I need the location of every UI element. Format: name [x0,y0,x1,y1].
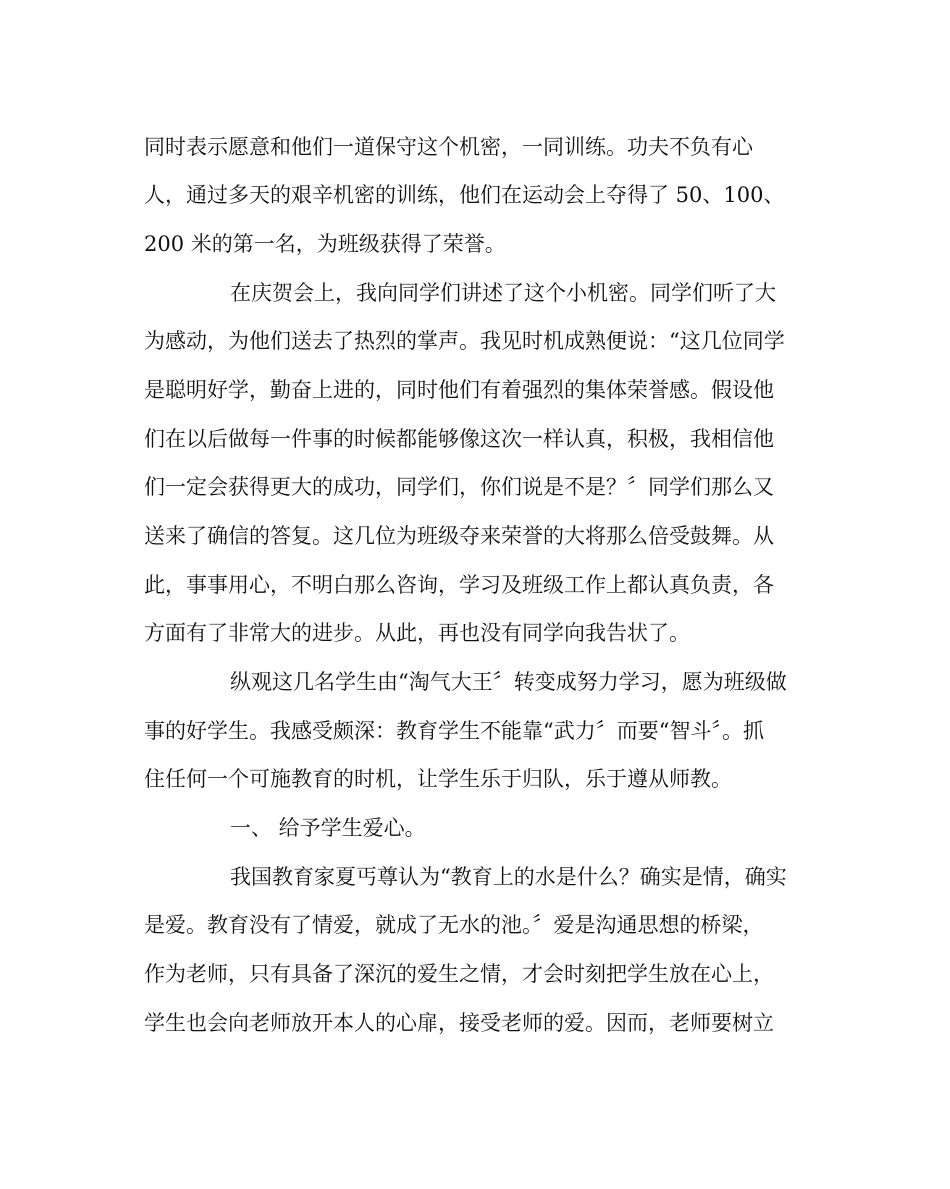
text-line: 为感动，为他们送去了热烈的掌声。我见时机成熟便说：“这几位同学 [144,329,785,353]
text-line: 200 米的第一名，为班级获得了荣誉。 [144,232,506,256]
text-line: 是聪明好学，勤奋上进的，同时他们有着强烈的集体荣誉感。假设他 [144,378,774,402]
text-line: 们在以后做每一件事的时候都能够像这次一样认真，积极，我相信他 [144,427,774,451]
text-line: 同时表示愿意和他们一道保守这个机密，一同训练。功夫不负有心 [144,135,753,159]
text-line: 人，通过多天的艰辛机密的训练，他们在运动会上夺得了 50、100、 [144,183,785,207]
text-line: 纵观这几名学生由“淘气大王〞转变成努力学习，愿为班级做 [230,670,787,694]
section-heading: 一、 给予学生爱心。 [230,816,426,840]
text-line: 在庆贺会上，我向同学们讲述了这个小机密。同学们听了大 [230,281,776,305]
text-line: 此，事事用心，不明白那么咨询，学习及班级工作上都认真负责，各 [144,573,774,597]
text-line: 住任何一个可施教育的时机，让学生乐于归队，乐于遵从师教。 [144,767,732,791]
text-line: 是爱。教育没有了情爱，就成了无水的池。〞爱是沟通思想的桥梁， [144,913,764,937]
text-line: 我国教育家夏丐尊认为“教育上的水是什么？确实是情，确实 [230,865,787,889]
text-line: 事的好学生。我感受颇深：教育学生不能靠“武力〞而要“智斗〞。抓 [144,719,764,743]
text-line: 们一定会获得更大的成功，同学们，你们说是不是？〞同学们那么又 [144,475,774,499]
text-line: 作为老师，只有具备了深沉的爱生之情，才会时刻把学生放在心上， [144,962,774,986]
text-line: 学生也会向老师放开本人的心扉，接受老师的爱。因而，老师要树立 [144,1011,774,1035]
text-line: 送来了确信的答复。这几位为班级夺来荣誉的大将那么倍受鼓舞。从 [144,524,774,548]
text-line: 方面有了非常大的进步。从此，再也没有同学向我告状了。 [144,621,690,645]
